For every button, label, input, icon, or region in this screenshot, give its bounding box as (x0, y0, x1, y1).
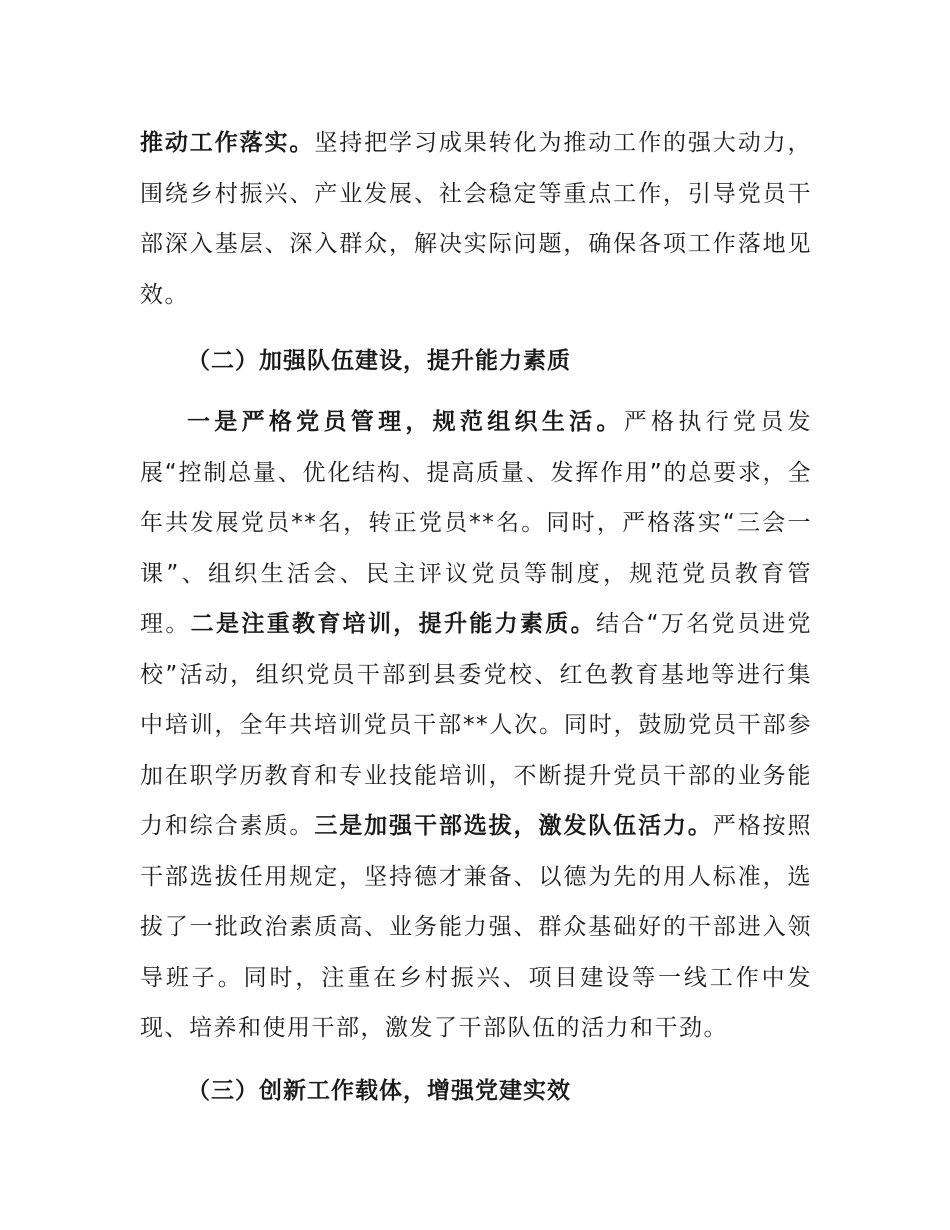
paragraph-text-3: 严格按照干部选拔任用规定，坚持德才兼备、以德为先的用人标准，选拔了一批政治素质高、业务能力强、群众基础好的干部进入领导班子。同时，注重在乡村振兴、项目建设等一线工作中发现、培养和使用干部，激发了干部队伍的活力和干劲。 (140, 813, 813, 1041)
paragraph-lead-2: 二是注重教育培训，提升能力素质。 (190, 611, 596, 637)
paragraph-text-2: 结合“万名党员进党校”活动，组织党员干部到县委党校、红色教育基地等进行集中培训，全年共培训党员干部**人次。同时，鼓励党员干部参加在职学历教育和专业技能培训，不断提升党员干部的业务能力和综合素质。 (140, 611, 813, 839)
paragraph-lead-3: 三是加强干部选拔，激发队伍活力。 (314, 813, 713, 839)
section-heading-3: （三）创新工作载体，增强党建实效 (187, 1078, 571, 1104)
paragraph-work-implementation (140, 118, 812, 320)
paragraph-lead: 推动工作落实。 (140, 130, 315, 156)
paragraph-text-1: 严格执行党员发展“控制总量、优化结构、提高质量、发挥作用”的总要求，全年共发展党员**名，转正党员**名。同时，严格落实“三会一课”、组织生活会、民主评议党员等制度，规范党员教育管理。 (140, 409, 813, 637)
section-heading-2: （二）加强队伍建设，提升能力素质 (187, 348, 571, 374)
paragraph-lead-1: 一是严格党员管理，规范组织生活。 (187, 409, 624, 435)
paragraph-team-building (140, 397, 812, 1054)
paragraph-text: 坚持把学习成果转化为推动工作的强大动力，围绕乡村振兴、产业发展、社会稳定等重点工作，引导党员干部深入基层、深入群众，解决实际问题，确保各项工作落地见效。 (140, 130, 813, 308)
